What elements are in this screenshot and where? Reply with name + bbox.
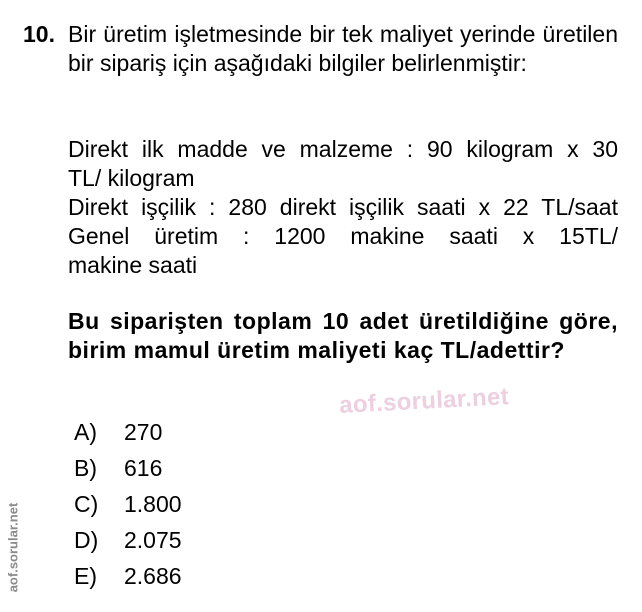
choice-e[interactable] xyxy=(74,562,182,598)
data-line-overhead-unit: makine saati xyxy=(68,252,198,278)
choice-a[interactable] xyxy=(74,418,182,454)
choice-b[interactable] xyxy=(74,454,182,490)
cost-data-block xyxy=(68,135,618,280)
choice-value: 616 xyxy=(124,455,163,481)
choice-value: 2.686 xyxy=(124,563,182,589)
answer-choices xyxy=(74,418,182,598)
choice-letter: E) xyxy=(74,563,97,589)
data-line-overhead: Genel üretim : 1200 makine saati x 15TL/ xyxy=(68,223,618,249)
data-line-direct-material-unit: TL/ kilogram xyxy=(68,165,195,191)
data-line-direct-labor: Direkt işçilik : 280 direkt işçilik saati x 22 TL/saat xyxy=(68,194,618,220)
choice-letter: C) xyxy=(74,491,99,517)
choice-value: 2.075 xyxy=(124,527,182,553)
choice-letter: A) xyxy=(74,419,97,445)
data-line-direct-material: Direkt ilk madde ve malzeme : 90 kilogram x 30 xyxy=(68,136,618,162)
choice-value: 270 xyxy=(124,419,163,445)
question-prompt: Bu siparişten toplam 10 adet üretildiğine göre, birim mamul üretim maliyeti kaç TL/adettir? xyxy=(68,308,618,363)
choice-letter: B) xyxy=(74,455,97,481)
choice-c[interactable] xyxy=(74,490,182,526)
choice-value: 1.800 xyxy=(124,491,182,517)
choice-letter: D) xyxy=(74,527,99,553)
choice-d[interactable] xyxy=(74,526,182,562)
watermark-side: aof.sorular.net xyxy=(5,502,21,593)
question-stem: Bir üretim işletmesinde bir tek maliyet yerinde üretilen bir sipariş için aşağıdaki bilgiler belirlenmiştir: xyxy=(68,21,618,76)
question-number: 10. xyxy=(23,21,55,47)
watermark-center: aof.sorular.net xyxy=(338,383,510,420)
